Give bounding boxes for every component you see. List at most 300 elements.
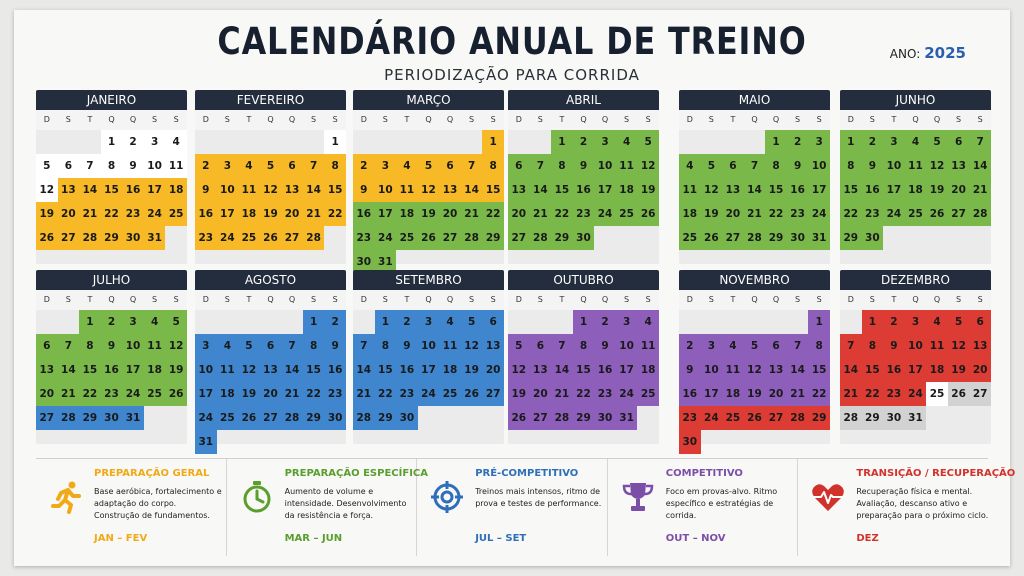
day-cell: 30 [594, 406, 616, 430]
day-cell: 24 [905, 382, 927, 406]
empty-cell [744, 310, 766, 334]
weekday-label: T [730, 295, 736, 304]
day-cell: 18 [616, 178, 638, 202]
day-cell: 9 [862, 154, 884, 178]
day-cell: 22 [808, 382, 830, 406]
day-cell: 18 [165, 178, 187, 202]
legend-description: Aumento de volume e intensidade. Desenvolvimento da resistência e força. [284, 487, 407, 520]
weekday-label: S [537, 115, 543, 124]
day-cell: 24 [594, 202, 616, 226]
day-cell: 24 [418, 382, 440, 406]
day-cell: 13 [482, 334, 504, 358]
day-cell: 27 [58, 226, 80, 250]
day-cell: 10 [905, 334, 927, 358]
day-cell: 13 [508, 178, 530, 202]
day-cell: 29 [551, 226, 573, 250]
day-cell: 12 [508, 358, 530, 382]
day-cell: 29 [482, 226, 504, 250]
day-cell: 20 [948, 178, 970, 202]
day-cell: 7 [58, 334, 80, 358]
day-grid [195, 130, 346, 250]
legend-title: TRANSIÇÃO / RECUPERAÇÃO [856, 468, 1016, 479]
page-subtitle: PERIODIZAÇÃO PARA CORRIDA [384, 66, 640, 84]
weekday-label: Q [129, 115, 137, 124]
day-cell: 4 [144, 310, 166, 334]
weekday-label: Q [267, 115, 274, 124]
day-cell: 14 [840, 358, 862, 382]
weekday-header [195, 290, 346, 310]
day-cell: 7 [744, 154, 766, 178]
day-cell: 17 [122, 358, 144, 382]
day-cell: 2 [883, 310, 905, 334]
day-cell: 27 [530, 406, 552, 430]
stopwatch-icon [239, 479, 275, 515]
weekday-label: T [559, 295, 565, 304]
weekday-label: D [360, 115, 367, 124]
day-cell: 3 [808, 130, 830, 154]
month-maio [679, 90, 830, 264]
day-cell: 11 [439, 334, 461, 358]
month-dezembro [840, 270, 991, 444]
day-cell: 4 [616, 130, 638, 154]
empty-cell [353, 130, 375, 154]
day-cell: 15 [573, 358, 595, 382]
day-cell: 3 [418, 310, 440, 334]
day-cell: 10 [144, 154, 166, 178]
day-grid [353, 130, 504, 274]
legend-description: Foco em provas-alvo. Ritmo específico e estratégias de corrida. [665, 487, 778, 520]
day-cell: 10 [418, 334, 440, 358]
day-cell: 14 [551, 358, 573, 382]
empty-cell [195, 310, 217, 334]
day-cell: 21 [281, 382, 303, 406]
day-cell: 31 [616, 406, 638, 430]
empty-cell [701, 310, 723, 334]
day-cell: 14 [530, 178, 552, 202]
day-cell: 11 [217, 358, 239, 382]
day-cell: 25 [165, 202, 187, 226]
day-cell: 3 [616, 310, 638, 334]
weekday-label: D [686, 295, 693, 304]
day-cell: 13 [765, 358, 787, 382]
day-cell: 17 [905, 358, 927, 382]
day-cell: 25 [396, 226, 418, 250]
day-cell: 4 [722, 334, 744, 358]
day-cell: 7 [530, 154, 552, 178]
empty-cell [787, 310, 809, 334]
legend-title: COMPETITIVO [665, 468, 743, 479]
day-cell: 20 [260, 382, 282, 406]
weekday-label: Q [933, 295, 941, 304]
day-cell: 20 [969, 358, 991, 382]
empty-cell [303, 130, 325, 154]
weekday-label: S [708, 115, 714, 124]
day-cell: 2 [679, 334, 701, 358]
weekday-label: S [332, 295, 338, 304]
day-cell: 16 [195, 202, 217, 226]
day-grid [353, 310, 504, 430]
legend-months: JUL – SET [475, 533, 527, 544]
day-cell: 8 [808, 334, 830, 358]
day-cell: 22 [101, 202, 123, 226]
weekday-header [679, 290, 830, 310]
day-cell: 25 [905, 202, 927, 226]
weekday-label: S [173, 115, 179, 124]
day-cell: 3 [217, 154, 239, 178]
day-grid [195, 310, 346, 454]
day-cell: 2 [101, 310, 123, 334]
day-cell: 3 [905, 310, 927, 334]
day-cell: 9 [324, 334, 346, 358]
day-cell: 2 [396, 310, 418, 334]
day-cell: 27 [969, 382, 991, 406]
day-cell: 7 [281, 334, 303, 358]
legend-item-transicao [798, 459, 1016, 556]
weekday-label: Q [129, 295, 137, 304]
day-cell: 30 [101, 406, 123, 430]
day-cell: 11 [926, 334, 948, 358]
day-cell: 1 [101, 130, 123, 154]
day-cell: 18 [722, 382, 744, 406]
day-cell: 11 [144, 334, 166, 358]
day-cell: 12 [260, 178, 282, 202]
day-cell: 13 [281, 178, 303, 202]
day-cell: 31 [122, 406, 144, 430]
day-cell: 21 [787, 382, 809, 406]
day-cell: 1 [482, 130, 504, 154]
weekday-label: S [173, 295, 179, 304]
day-cell: 10 [808, 154, 830, 178]
empty-cell [840, 310, 862, 334]
day-cell: 3 [883, 130, 905, 154]
day-cell: 18 [238, 202, 260, 226]
day-cell: 2 [195, 154, 217, 178]
day-cell: 14 [79, 178, 101, 202]
month-name: SETEMBRO [353, 270, 504, 290]
year-value: 2025 [924, 44, 966, 62]
day-cell: 21 [303, 202, 325, 226]
day-cell: 28 [969, 202, 991, 226]
day-cell: 18 [439, 358, 461, 382]
weekday-label: S [224, 295, 230, 304]
empty-cell [58, 310, 80, 334]
weekday-label: Q [425, 295, 432, 304]
month-março [353, 90, 504, 268]
day-cell: 2 [787, 130, 809, 154]
weekday-label: Q [772, 115, 780, 124]
weekday-label: T [404, 295, 410, 304]
legend-item-preparacao-especifica [227, 459, 428, 556]
day-cell: 8 [79, 334, 101, 358]
day-cell: 21 [530, 202, 552, 226]
day-cell: 23 [883, 382, 905, 406]
weekday-label: Q [108, 295, 115, 304]
day-cell: 1 [808, 310, 830, 334]
day-cell: 5 [508, 334, 530, 358]
empty-cell [722, 130, 744, 154]
month-name: MARÇO [353, 90, 504, 110]
day-cell: 25 [616, 202, 638, 226]
day-cell: 2 [353, 154, 375, 178]
day-cell: 19 [508, 382, 530, 406]
day-cell: 28 [530, 226, 552, 250]
day-cell: 3 [122, 310, 144, 334]
weekday-label: Q [446, 115, 454, 124]
day-grid [508, 310, 659, 430]
day-cell: 31 [905, 406, 927, 430]
day-cell: 30 [862, 226, 884, 250]
weekday-label: T [87, 295, 93, 304]
day-cell: 22 [765, 202, 787, 226]
day-cell: 23 [122, 202, 144, 226]
day-cell: 28 [461, 226, 483, 250]
day-cell: 17 [701, 382, 723, 406]
day-cell: 6 [439, 154, 461, 178]
day-cell: 11 [679, 178, 701, 202]
day-cell: 20 [58, 202, 80, 226]
empty-cell [195, 130, 217, 154]
day-cell: 15 [303, 358, 325, 382]
day-cell: 29 [862, 406, 884, 430]
day-grid [679, 130, 830, 250]
day-cell: 1 [375, 310, 397, 334]
weekday-label: Q [751, 295, 758, 304]
day-cell: 24 [883, 202, 905, 226]
day-cell: 10 [883, 154, 905, 178]
day-cell: 17 [808, 178, 830, 202]
day-cell: 22 [862, 382, 884, 406]
weekday-header [508, 110, 659, 130]
day-cell: 8 [303, 334, 325, 358]
day-cell: 30 [787, 226, 809, 250]
day-cell: 5 [260, 154, 282, 178]
day-cell: 18 [905, 178, 927, 202]
day-cell: 23 [101, 382, 123, 406]
day-cell: 29 [375, 406, 397, 430]
day-cell: 21 [551, 382, 573, 406]
legend-title: PRÉ-COMPETITIVO [475, 468, 579, 479]
weekday-label: Q [288, 295, 296, 304]
day-cell: 9 [195, 178, 217, 202]
empty-cell [530, 310, 552, 334]
day-cell: 26 [637, 202, 659, 226]
day-cell: 16 [594, 358, 616, 382]
empty-cell [58, 130, 80, 154]
weekday-label: D [515, 115, 522, 124]
day-cell: 24 [616, 382, 638, 406]
day-cell: 23 [594, 382, 616, 406]
day-cell: 5 [926, 130, 948, 154]
weekday-label: S [382, 115, 388, 124]
weekday-label: S [624, 295, 630, 304]
day-cell: 3 [594, 130, 616, 154]
day-cell: 13 [260, 358, 282, 382]
day-cell: 8 [840, 154, 862, 178]
weekday-label: D [847, 115, 854, 124]
day-cell: 7 [461, 154, 483, 178]
day-cell: 12 [948, 334, 970, 358]
day-cell: 5 [418, 154, 440, 178]
day-cell: 26 [701, 226, 723, 250]
day-cell: 29 [573, 406, 595, 430]
weekday-label: S [708, 295, 714, 304]
day-cell: 6 [58, 154, 80, 178]
day-cell: 27 [482, 382, 504, 406]
day-cell: 26 [744, 406, 766, 430]
empty-cell [508, 130, 530, 154]
legend-description: Base aeróbica, fortalecimento e adaptação do corpo. Construção de fundamentos. [94, 487, 222, 520]
day-cell: 4 [217, 334, 239, 358]
day-cell: 19 [701, 202, 723, 226]
day-cell: 10 [701, 358, 723, 382]
empty-cell [238, 130, 260, 154]
day-cell: 21 [353, 382, 375, 406]
year-label: ANO: [889, 47, 921, 61]
weekday-label: S [332, 115, 338, 124]
empty-cell [744, 130, 766, 154]
day-cell: 28 [281, 406, 303, 430]
month-agosto [195, 270, 346, 448]
day-grid [508, 130, 659, 250]
day-cell: 12 [926, 154, 948, 178]
day-cell: 16 [883, 358, 905, 382]
day-cell: 1 [840, 130, 862, 154]
day-cell: 15 [551, 178, 573, 202]
day-cell: 19 [260, 202, 282, 226]
empty-cell [439, 130, 461, 154]
day-cell: 1 [79, 310, 101, 334]
day-cell: 1 [573, 310, 595, 334]
heartbeat-icon [810, 479, 846, 515]
day-cell: 24 [217, 226, 239, 250]
day-cell: 27 [439, 226, 461, 250]
day-cell: 15 [840, 178, 862, 202]
day-cell: 26 [508, 406, 530, 430]
empty-cell [260, 130, 282, 154]
weekday-label: Q [425, 115, 432, 124]
day-cell: 20 [36, 382, 58, 406]
empty-cell [260, 310, 282, 334]
weekday-header [353, 110, 504, 130]
day-cell: 14 [353, 358, 375, 382]
day-cell: 2 [122, 130, 144, 154]
day-cell: 19 [461, 358, 483, 382]
day-cell: 27 [948, 202, 970, 226]
day-cell: 26 [926, 202, 948, 226]
day-cell: 17 [418, 358, 440, 382]
day-cell: 11 [722, 358, 744, 382]
month-setembro [353, 270, 504, 444]
empty-cell [281, 310, 303, 334]
day-cell: 16 [787, 178, 809, 202]
day-cell: 11 [238, 178, 260, 202]
day-cell: 9 [122, 154, 144, 178]
day-cell: 7 [787, 334, 809, 358]
day-cell: 19 [165, 358, 187, 382]
day-cell: 10 [217, 178, 239, 202]
day-cell: 31 [808, 226, 830, 250]
day-cell: 8 [551, 154, 573, 178]
weekday-label: Q [580, 115, 587, 124]
weekday-label: S [645, 295, 651, 304]
day-cell: 14 [969, 154, 991, 178]
empty-cell [722, 310, 744, 334]
empty-cell [461, 130, 483, 154]
day-grid [840, 130, 991, 250]
day-cell: 10 [195, 358, 217, 382]
day-cell: 27 [508, 226, 530, 250]
day-cell: 21 [840, 382, 862, 406]
empty-cell [679, 130, 701, 154]
day-cell: 1 [862, 310, 884, 334]
legend-months: JAN – FEV [94, 533, 148, 544]
weekday-label: Q [751, 115, 758, 124]
weekday-label: S [956, 115, 962, 124]
day-cell: 14 [787, 358, 809, 382]
weekday-label: D [686, 115, 693, 124]
day-cell: 12 [637, 154, 659, 178]
day-cell: 20 [281, 202, 303, 226]
day-cell: 8 [324, 154, 346, 178]
day-cell: 2 [862, 130, 884, 154]
page-title: CALENDÁRIO ANUAL DE TREINO [217, 20, 807, 63]
weekday-label: S [152, 115, 158, 124]
day-cell: 24 [122, 382, 144, 406]
weekday-label: S [869, 115, 875, 124]
day-cell: 25 [144, 382, 166, 406]
day-cell: 5 [461, 310, 483, 334]
day-cell: 30 [679, 430, 701, 454]
day-cell: 10 [616, 334, 638, 358]
day-cell: 23 [787, 202, 809, 226]
empty-cell [701, 130, 723, 154]
day-cell: 19 [418, 202, 440, 226]
day-cell: 7 [79, 154, 101, 178]
day-cell: 29 [79, 406, 101, 430]
day-cell: 19 [926, 178, 948, 202]
month-name: ABRIL [508, 90, 659, 110]
weekday-header [840, 110, 991, 130]
day-cell: 22 [79, 382, 101, 406]
weekday-label: S [795, 115, 801, 124]
day-cell: 29 [765, 226, 787, 250]
weekday-label: S [469, 115, 475, 124]
day-cell: 28 [79, 226, 101, 250]
day-cell: 17 [144, 178, 166, 202]
legend-title: PREPARAÇÃO GERAL [94, 468, 210, 479]
weekday-label: S [311, 115, 317, 124]
day-cell: 16 [324, 358, 346, 382]
empty-cell [396, 130, 418, 154]
month-name: OUTUBRO [508, 270, 659, 290]
weekday-label: T [559, 115, 565, 124]
day-cell: 25 [679, 226, 701, 250]
weekday-label: S [816, 115, 822, 124]
empty-cell [36, 310, 58, 334]
legend-item-pre-competitivo [417, 459, 608, 556]
weekday-label: T [246, 115, 252, 124]
day-cell: 19 [948, 358, 970, 382]
day-cell: 4 [926, 310, 948, 334]
legend-item-preparacao-geral [36, 459, 227, 556]
day-cell: 26 [165, 382, 187, 406]
day-cell: 22 [573, 382, 595, 406]
day-cell: 25 [238, 226, 260, 250]
day-cell: 2 [324, 310, 346, 334]
day-cell: 21 [79, 202, 101, 226]
day-cell: 26 [461, 382, 483, 406]
weekday-label: T [891, 295, 897, 304]
